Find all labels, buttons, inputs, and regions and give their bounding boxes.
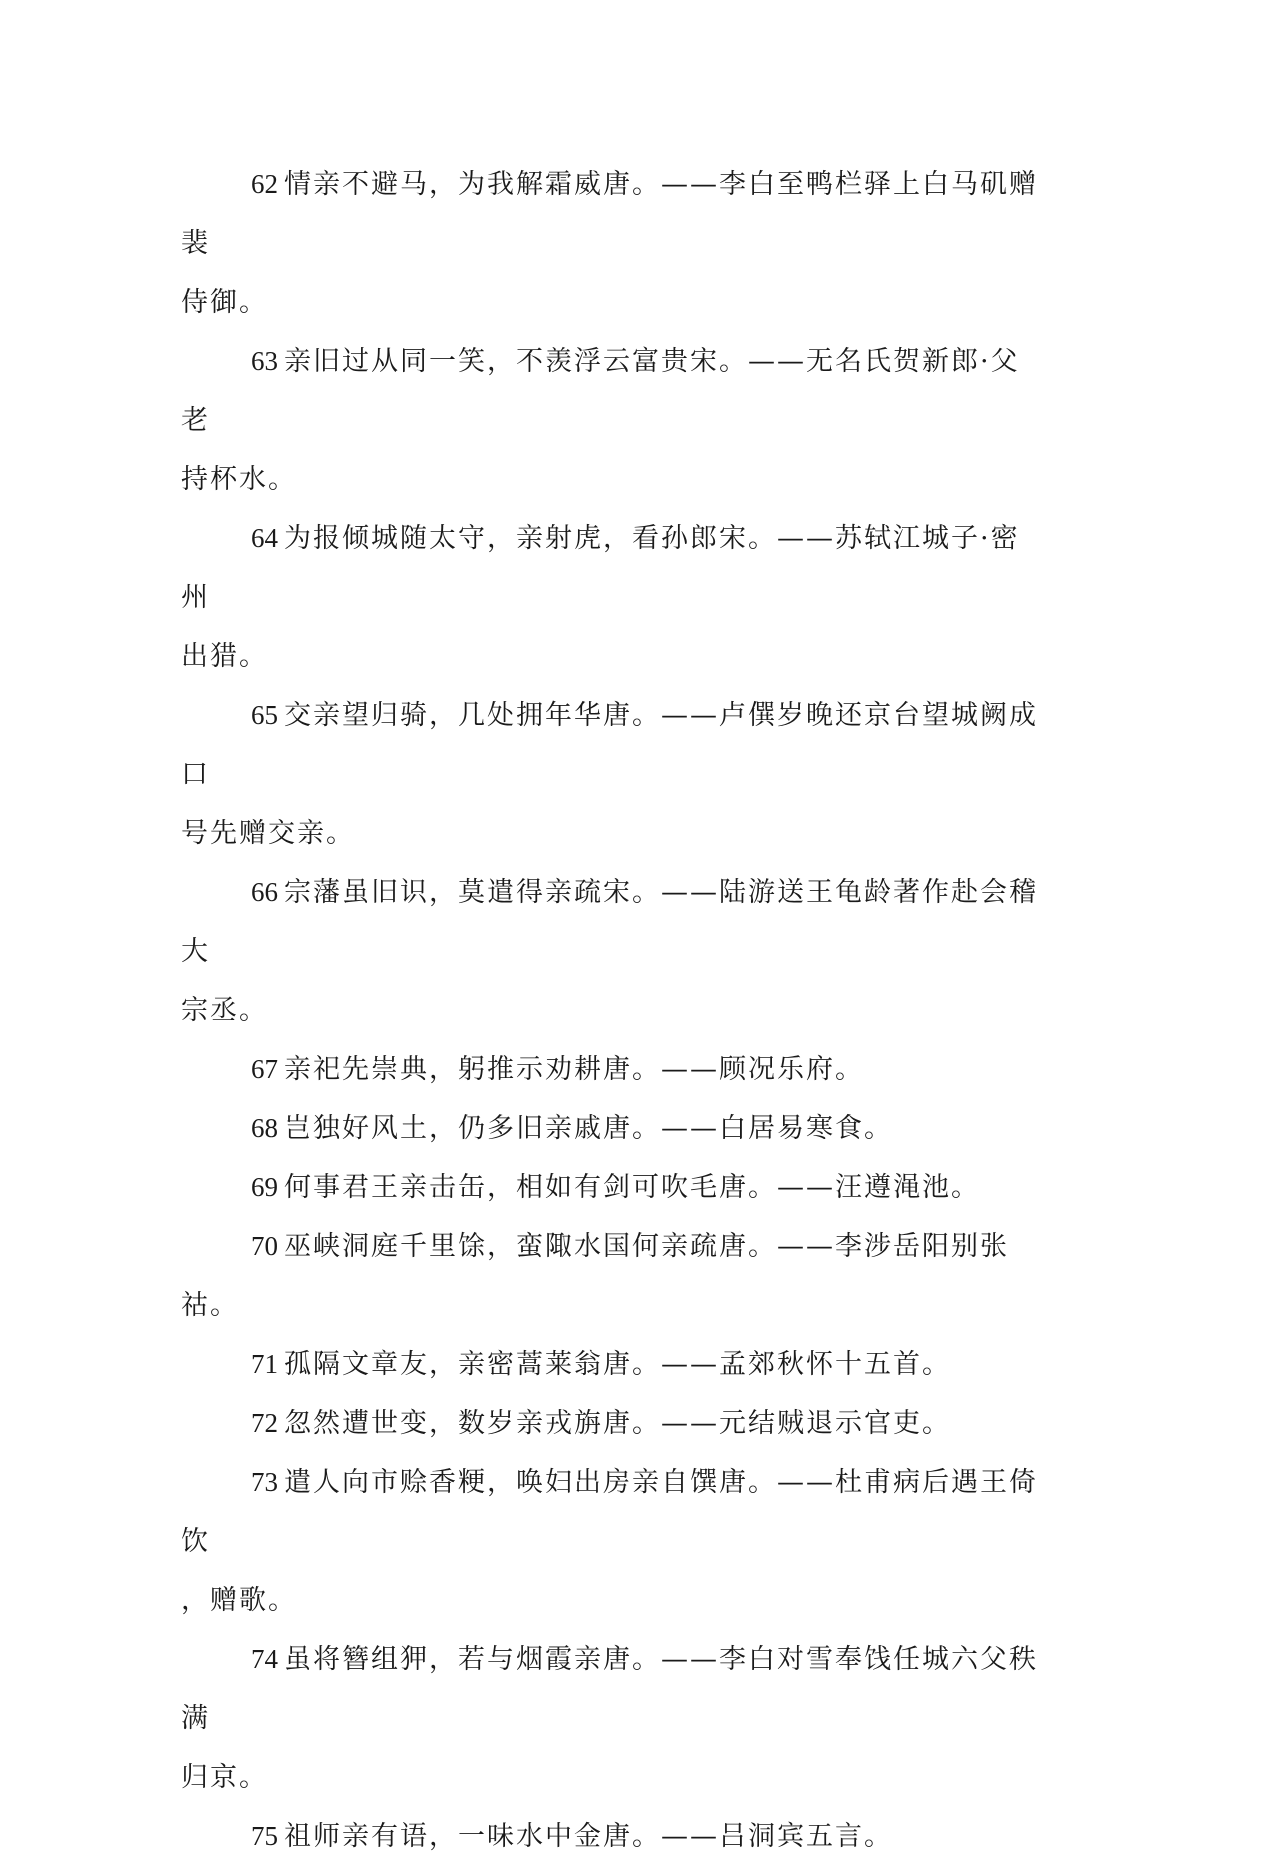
entry-first-line [181, 509, 1041, 627]
entry-number: 65 [251, 700, 278, 730]
entry-number: 72 [251, 1408, 278, 1438]
entry-text: 号先赠交亲。 [181, 818, 355, 849]
entry-continuation-line [181, 450, 1041, 509]
entry-text: 虽将簪组狎，若与烟霞亲唐。——李白对雪奉饯任城六父秩满 [181, 1644, 1038, 1734]
poem-entry-72 [181, 1394, 1041, 1453]
entry-number: 67 [251, 1054, 278, 1084]
entry-text: 孤隔文章友，亲密蒿莱翁唐。——孟郊秋怀十五首。 [284, 1349, 951, 1380]
poem-entry-71 [181, 1335, 1041, 1394]
poem-entry-73 [181, 1453, 1041, 1630]
entry-text: ，赠歌。 [181, 1585, 297, 1616]
poem-entry-66 [181, 863, 1041, 1040]
entry-continuation-line [181, 1571, 1041, 1630]
entry-text: 归京。 [181, 1762, 268, 1793]
entry-text: 亲祀先崇典，躬推示劝耕唐。——顾况乐府。 [284, 1054, 864, 1085]
entry-first-line [181, 863, 1041, 981]
document-body [181, 155, 1041, 1866]
entry-first-line [181, 1217, 1041, 1335]
entry-first-line [181, 155, 1041, 273]
entry-text: 为报倾城随太守，亲射虎，看孙郎宋。——苏轼江城子·密州 [181, 523, 1020, 613]
poem-entry-64 [181, 509, 1041, 686]
poem-entry-63 [181, 332, 1041, 509]
poem-entry-70 [181, 1217, 1041, 1335]
entry-text: 出猎。 [181, 641, 268, 672]
entry-first-line [181, 1040, 1041, 1099]
entry-text: 遣人向市赊香粳，唤妇出房亲自馔唐。——杜甫病后遇王倚饮 [181, 1467, 1038, 1557]
entry-text: 亲旧过从同一笑，不羡浮云富贵宋。——无名氏贺新郎·父老 [181, 346, 1020, 436]
entry-first-line [181, 1158, 1041, 1217]
entry-text: 何事君王亲击缶，相如有剑可吹毛唐。——汪遵渑池。 [284, 1172, 980, 1203]
poem-entry-75 [181, 1807, 1041, 1866]
entry-number: 62 [251, 169, 278, 199]
entry-number: 74 [251, 1644, 278, 1674]
entry-text: 持杯水。 [181, 464, 297, 495]
entry-number: 73 [251, 1467, 278, 1497]
entry-number: 69 [251, 1172, 278, 1202]
entry-text: 岂独好风土，仍多旧亲戚唐。——白居易寒食。 [284, 1113, 893, 1144]
poem-entry-65 [181, 686, 1041, 863]
entry-first-line [181, 1394, 1041, 1453]
entry-number: 64 [251, 523, 278, 553]
entry-first-line [181, 1099, 1041, 1158]
entry-text: 宗藩虽旧识，莫遣得亲疏宋。——陆游送王龟龄著作赴会稽大 [181, 877, 1038, 967]
entry-number: 75 [251, 1821, 278, 1851]
entry-first-line [181, 1807, 1041, 1866]
entry-text: 巫峡洞庭千里馀，蛮陬水国何亲疏唐。——李涉岳阳别张祜。 [181, 1231, 1009, 1321]
entry-text: 情亲不避马，为我解霜威唐。——李白至鸭栏驿上白马矶赠裴 [181, 169, 1038, 259]
entry-first-line [181, 686, 1041, 804]
entry-continuation-line [181, 1748, 1041, 1807]
entry-text: 忽然遭世变，数岁亲戎旃唐。——元结贼退示官吏。 [284, 1408, 951, 1439]
entry-first-line [181, 1453, 1041, 1571]
entry-first-line [181, 1630, 1041, 1748]
entry-continuation-line [181, 273, 1041, 332]
entry-continuation-line [181, 804, 1041, 863]
entry-text: 侍御。 [181, 287, 268, 318]
entry-text: 交亲望归骑，几处拥年华唐。——卢僎岁晚还京台望城阙成口 [181, 700, 1038, 790]
poem-entry-74 [181, 1630, 1041, 1807]
poem-entry-69 [181, 1158, 1041, 1217]
entry-number: 71 [251, 1349, 278, 1379]
entry-number: 70 [251, 1231, 278, 1261]
entry-first-line [181, 332, 1041, 450]
entry-number: 68 [251, 1113, 278, 1143]
entry-text: 祖师亲有语，一味水中金唐。——吕洞宾五言。 [284, 1821, 893, 1852]
entry-text: 宗丞。 [181, 995, 268, 1026]
entry-continuation-line [181, 627, 1041, 686]
entry-number: 66 [251, 877, 278, 907]
entry-first-line [181, 1335, 1041, 1394]
entry-number: 63 [251, 346, 278, 376]
poem-entry-67 [181, 1040, 1041, 1099]
poem-entry-62 [181, 155, 1041, 332]
poem-entry-68 [181, 1099, 1041, 1158]
entry-continuation-line [181, 981, 1041, 1040]
